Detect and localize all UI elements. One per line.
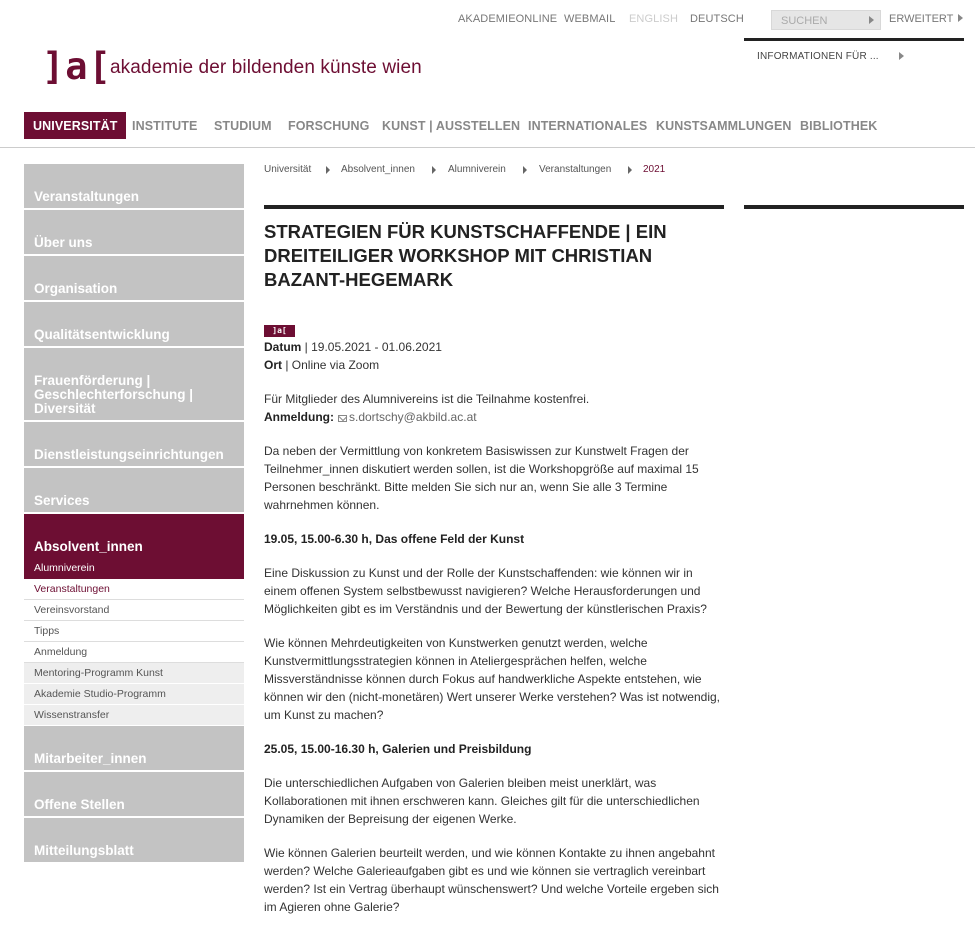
logo-text: akademie der bildenden künste wien xyxy=(110,57,422,78)
sidebar-subitem-wissenstransfer[interactable]: Wissenstransfer xyxy=(24,705,244,726)
nav-studium[interactable]: STUDIUM xyxy=(214,119,272,133)
session2-paragraph-1: Die unterschiedlichen Aufgaben von Galerien bleiben meist unerklärt, was Kollaborationen mit ihnen erschweren kann. Gleiches gilt für die unterschiedlichen Dynamiken der Bepreisung der eigenen Werke. xyxy=(264,776,700,826)
breadcrumb-separator-icon xyxy=(432,166,436,174)
session1-paragraph-1: Eine Diskussion zu Kunst und der Rolle der Kunstschaffenden: wie können wir in einem offenen System selbstbewusst navigieren? Welche Herausforderungen und Möglichkeiten gibt es im Verständnis und der Bewertung der künstlerischen Praxis? xyxy=(264,566,707,616)
registration xyxy=(264,408,724,426)
place-label: Ort xyxy=(264,358,282,372)
article-title: STRATEGIEN FÜR KUNSTSCHAFFENDE | EIN DREITEILIGER WORKSHOP MIT CHRISTIAN BAZANT-HEGEMARK xyxy=(264,221,667,290)
nav-divider xyxy=(0,147,975,148)
breadcrumb-alumniverein[interactable]: Alumniverein xyxy=(448,164,506,175)
link-webmail[interactable]: WEBMAIL xyxy=(564,13,616,25)
sidebar-item-dienstleistungseinrichtungen[interactable]: Dienstleistungseinrichtungen xyxy=(24,422,244,468)
mail-icon xyxy=(338,415,347,422)
sidebar-subitem-alumniverein[interactable]: Alumniverein xyxy=(24,558,244,579)
search-box xyxy=(771,10,881,30)
content-divider xyxy=(264,205,724,209)
nav-bibliothek[interactable]: BIBLIOTHEK xyxy=(800,119,878,133)
breadcrumb-veranstaltungen[interactable]: Veranstaltungen xyxy=(539,164,612,175)
info-for-dropdown[interactable]: INFORMATIONEN FÜR ... xyxy=(757,51,879,62)
breadcrumb-separator-icon xyxy=(326,166,330,174)
sidebar-item-mitarbeiter-innen[interactable]: Mitarbeiter_innen xyxy=(24,726,244,772)
sidebar-subitem-veranstaltungen[interactable]: Veranstaltungen xyxy=(24,579,244,600)
session1-paragraph-2: Wie können Mehrdeutigkeiten von Kunstwerken genutzt werden, welche Kunstvermittlungsstrategien können in Ateliergesprächen helfen, welche Missverständnisse können durch Fokus auf handwerkliche Aspekte entstehen, wie können wir den (nicht-monetären) Wert unserer Werke verstehen? Was ist notwendig, um Kunst zu machen? xyxy=(264,636,720,722)
nav-forschung[interactable]: FORSCHUNG xyxy=(288,119,370,133)
search-submit-icon[interactable] xyxy=(869,16,874,24)
article xyxy=(264,220,724,916)
session1-heading-text: 19.05, 15.00-6.30 h, Das offene Feld der Kunst xyxy=(264,532,525,546)
free-participation-text: Für Mitglieder des Alumnivereins ist die Teilnahme kostenfrei. xyxy=(264,392,590,406)
info-divider xyxy=(744,38,964,41)
right-column-divider xyxy=(744,205,964,209)
link-akademieonline[interactable]: AKADEMIEONLINE xyxy=(458,13,558,25)
nav-kunstsammlungen[interactable]: KUNSTSAMMLUNGEN xyxy=(656,119,792,133)
sidebar-subitem-anmeldung[interactable]: Anmeldung xyxy=(24,642,244,663)
logo-mark: ]a[ xyxy=(42,45,112,88)
sidebar-item-offene-stellen[interactable]: Offene Stellen xyxy=(24,772,244,818)
sidebar-item-qualitaetsentwicklung[interactable]: Qualitätsentwicklung xyxy=(24,302,244,348)
session2-heading xyxy=(264,740,724,758)
event-date xyxy=(264,338,724,356)
sidebar-item-veranstaltungen[interactable]: Veranstaltungen xyxy=(24,164,244,210)
registration-label: Anmeldung: xyxy=(264,410,334,424)
sidebar-subitem-vereinsvorstand[interactable]: Vereinsvorstand xyxy=(24,600,244,621)
sidebar-item-mitteilungsblatt[interactable]: Mitteilungsblatt xyxy=(24,818,244,864)
link-deutsch[interactable]: DEUTSCH xyxy=(690,13,744,25)
nav-kunst-ausstellen[interactable]: KUNST | AUSSTELLEN xyxy=(382,119,521,133)
session2-heading-text: 25.05, 15.00-16.30 h, Galerien und Preisbildung xyxy=(264,742,532,756)
place-value: | Online via Zoom xyxy=(282,358,380,372)
sidebar-item-frauenfoerderung[interactable]: Frauenförderung | Geschlechterforschung | Diversität xyxy=(24,348,244,422)
sidebar-item-ueber-uns[interactable]: Über uns xyxy=(24,210,244,256)
arrow-right-icon xyxy=(958,14,963,22)
nav-internationales[interactable]: INTERNATIONALES xyxy=(528,119,648,133)
breadcrumb-separator-icon xyxy=(628,166,632,174)
sidebar-item-services[interactable]: Services xyxy=(24,468,244,514)
nav-universitaet[interactable]: UNIVERSITÄT xyxy=(24,112,126,139)
advanced-search-link[interactable] xyxy=(889,13,963,25)
nav-institute[interactable]: INSTITUTE xyxy=(132,119,198,133)
breadcrumb-absolvent-innen[interactable]: Absolvent_innen xyxy=(341,164,415,175)
session1-heading xyxy=(264,530,724,548)
session2-paragraph-2: Wie können Galerien beurteilt werden, und wie können Kontakte zu ihnen angebahnt werden? Welche Galerieaufgaben gibt es und wie können sie vertraglich vereinbart werden? Ist ein Vertrag überhaupt wünschenswert? Und welche Vorteile ergeben sich im Agieren ohne Galerie? xyxy=(264,846,719,914)
sidebar-subitem-studio-programm[interactable]: Akademie Studio-Programm xyxy=(24,684,244,705)
date-value: | 19.05.2021 - 01.06.2021 xyxy=(301,340,442,354)
link-english[interactable]: ENGLISH xyxy=(629,13,678,25)
search-input[interactable] xyxy=(772,12,862,30)
sidebar-item-organisation[interactable]: Organisation xyxy=(24,256,244,302)
advanced-search-label: ERWEITERT xyxy=(889,13,954,25)
breadcrumb-separator-icon xyxy=(523,166,527,174)
logo[interactable] xyxy=(42,45,422,88)
sidebar xyxy=(24,164,244,864)
registration-email-link[interactable]: s.dortschy@akbild.ac.at xyxy=(349,410,477,424)
sidebar-item-absolvent-innen[interactable]: Absolvent_innen xyxy=(24,514,244,558)
breadcrumb-universitaet[interactable]: Universität xyxy=(264,164,312,175)
sidebar-subitem-mentoring[interactable]: Mentoring-Programm Kunst xyxy=(24,663,244,684)
event-place xyxy=(264,356,724,374)
sidebar-subitem-tipps[interactable]: Tipps xyxy=(24,621,244,642)
akademie-tag-badge: ]a[ xyxy=(264,325,295,337)
intro-paragraph: Da neben der Vermittlung von konkretem Basiswissen zur Kunstwelt Fragen der Teilnehmer_innen diskutiert werden sollen, ist die Workshopgröße auf maximal 15 Personen beschränkt. Bitte melden Sie sich nur an, wenn Sie alle 3 Termine wahrnehmen können. xyxy=(264,444,699,512)
arrow-right-icon[interactable] xyxy=(899,52,904,60)
breadcrumb-2021[interactable]: 2021 xyxy=(643,164,666,175)
date-label: Datum xyxy=(264,340,302,354)
